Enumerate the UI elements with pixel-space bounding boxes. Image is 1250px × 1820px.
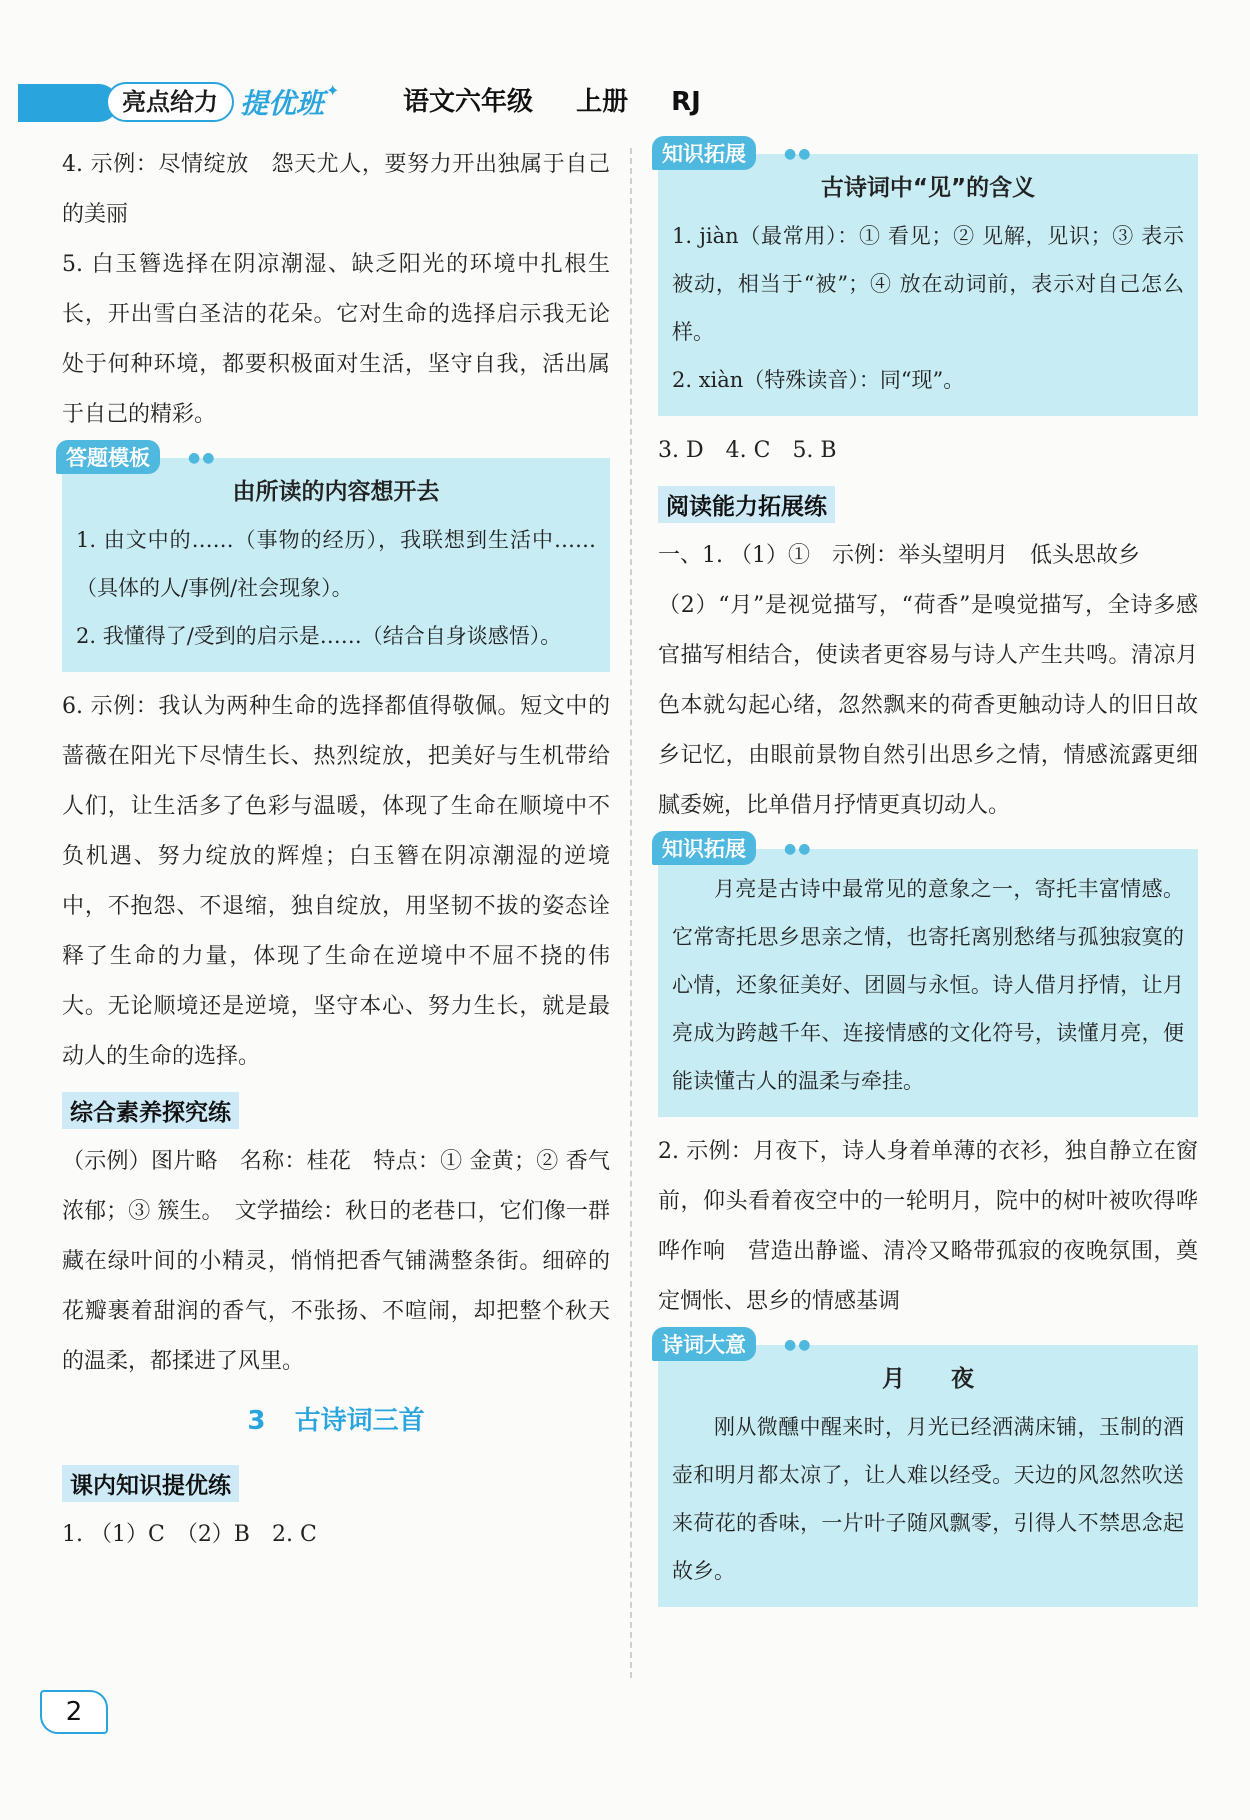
section-comprehensive: 综合素养探究练 [62,1092,239,1129]
volume-label: 上册 [576,87,629,117]
poem-box [658,1333,1198,1607]
knowledge-tag-2: 知识拓展 [652,831,756,865]
knowledge-title-1: 古诗词中“见”的含义 [820,175,1036,201]
reading-answer-1b: （2）“月”是视觉描写，“荷香”是嗅觉描写，全诗多感官描写相结合，使读者更容易与诗人产生共鸣。清凉月色本就勾起心绪，忽然飘来的荷香更触动诗人的旧日故乡记忆，由眼前景物自然引出思乡之情，情感流露更细腻委婉，比单借月抒情更真切动人。 [658,593,1198,818]
template-box [62,446,610,672]
dots-icon: ●● [188,450,217,466]
header-accent-bar [18,84,118,122]
answer-q6: 6. 示例：我认为两种生命的选择都值得敬佩。短文中的蔷薇在阳光下尽情生长、热烈绽放，把美好与生机带给人们，让生活多了色彩与温暖，体现了生命在顺境中不负机遇、努力绽放的辉煌；白玉簪在阴凉潮湿的逆境中，不抱怨、不退缩，独自绽放，用坚韧不拔的姿态诠释了生命的力量，体现了生命在逆境中不屈不挠的伟大。无论顺境还是逆境，坚守本心、努力生长，就是最动人的生命的选择。 [62,694,610,1069]
knowledge-box-1 [658,142,1198,416]
template-title: 由所读的内容想开去 [232,479,440,505]
edition-label: RJ [671,87,701,117]
page-header [18,78,1218,128]
poem-text: 刚从微醺中醒来时，月光已经洒满床铺，玉制的酒壶和明月都太凉了，让人难以经受。天边的风忽然吹送来荷花的香味，一片叶子随风飘零，引得人不禁思念起故乡。 [672,1415,1184,1583]
knowledge-box-2 [658,837,1198,1117]
lesson-number: 3 [247,1406,266,1436]
dots-icon: ●● [784,1337,813,1353]
section-reading: 阅读能力拓展练 [658,486,835,523]
poem-title: 月 夜 [882,1366,974,1392]
book-title [403,82,735,122]
brand-name: 亮点给力 [106,82,234,122]
brand-logo [106,82,339,122]
column-divider [630,148,632,1678]
left-column [62,140,610,1560]
reading-answer-1: 一、1. （1）① 示例：举头望明月 低头思故乡 [658,543,1140,568]
brand-sub: 提优班 [240,87,325,120]
star-icon: ✦ [326,80,340,100]
template-tag: 答题模板 [56,440,160,474]
poem-tag: 诗词大意 [652,1327,756,1361]
answers-3-5: 3. D 4. C 5. B [658,438,837,463]
knowledge-tag-1: 知识拓展 [652,136,756,170]
answer-q5: 5. 白玉簪选择在阴凉潮湿、缺乏阳光的环境中扎根生长，开出雪白圣洁的花朵。它对生命的选择启示我无论处于何种环境，都要积极面对生活，坚守自我，活出属于自己的精彩。 [62,252,610,427]
template-line-2: 2. 我懂得了/受到的启示是……（结合自身谈感悟）。 [76,624,562,648]
knowledge-text-2: 月亮是古诗中最常见的意象之一，寄托丰富情感。它常寄托思乡思亲之情，也寄托离别愁绪与孤独寂寞的心情，还象征美好、团圆与永恒。诗人借月抒情，让月亮成为跨越千年、连接情感的文化符号，读懂月亮，便能读懂古人的温柔与牵挂。 [672,877,1184,1093]
template-line-1: 1. 由文中的……（事物的经历），我联想到生活中……（具体的人/事例/社会现象）。 [76,528,596,600]
dots-icon: ●● [784,146,813,162]
comprehensive-answer: （示例）图片略 名称：桂花 特点：① 金黄；② 香气浓郁；③ 簇生。 文学描绘：秋日的老巷口，它们像一群藏在绿叶间的小精灵，悄悄把香气铺满整条街。细碎的花瓣裹着甜润的香气，不张扬、不喧闹，却把整个秋天的温柔，都揉进了风里。 [62,1149,610,1374]
answer-q4: 4. 示例：尽情绽放 怨天尤人，要努力开出独属于自己的美丽 [62,152,610,227]
page-number: 2 [40,1690,108,1734]
in-class-answers: 1. （1）C （2）B 2. C [62,1522,317,1547]
right-column [658,140,1198,1617]
reading-answer-2: 2. 示例：月夜下，诗人身着单薄的衣衫，独自静立在窗前，仰头看着夜空中的一轮明月，院中的树叶被吹得哗哗作响 营造出静谧、清冷又略带孤寂的夜晚氛围，奠定惆怅、思乡的情感基调 [658,1139,1198,1314]
dots-icon: ●● [784,841,813,857]
section-in-class: 课内知识提优练 [62,1465,239,1502]
lesson-heading [62,1393,610,1449]
knowledge-line-2: 2. xiàn（特殊读音）：同“现”。 [672,368,965,392]
lesson-title: 古诗词三首 [294,1406,425,1436]
knowledge-line-1: 1. jiàn（最常用）：① 看见；② 见解，见识；③ 表示被动，相当于“被”；④ 放在动词前，表示对自己怎么样。 [672,224,1184,344]
subject-label: 语文六年级 [403,87,534,117]
